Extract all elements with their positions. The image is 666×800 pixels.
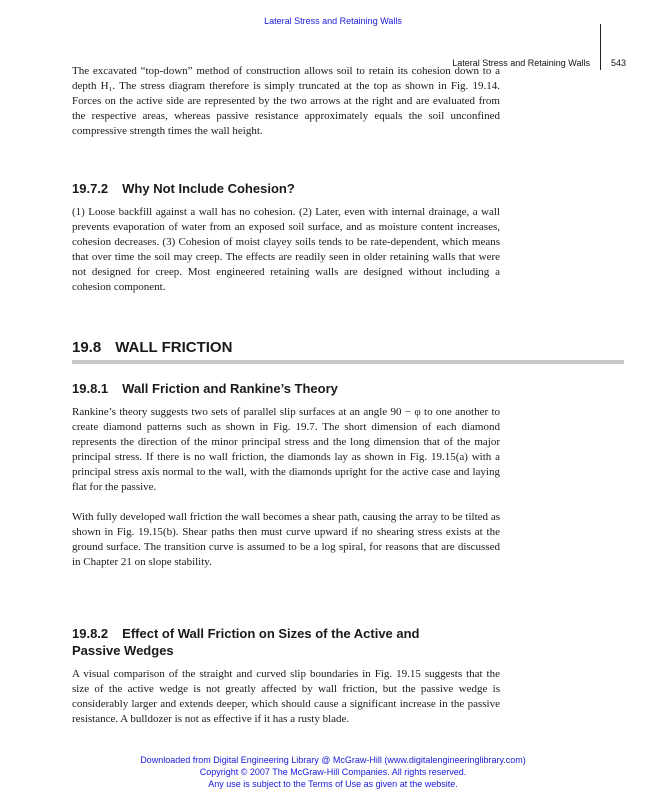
section-heading (72, 180, 500, 197)
section-title: Wall Friction and Rankine’s Theory (122, 381, 338, 396)
running-head-divider (600, 24, 601, 70)
running-head-title: Lateral Stress and Retaining Walls (452, 58, 590, 68)
section-19-7-2 (72, 180, 500, 295)
section-number: 19.7.2 (72, 181, 109, 196)
section-paragraph: A visual comparison of the straight and curved slip boundaries in Fig. 19.15 suggests that the size of the active wedge is not greatly affected by wall friction, but the passive wedge is considerably larger and extends deeper, which should cause a significant increase in the passive resistance. A bulldozer is not as effective if it has a rusty blade. (72, 668, 500, 725)
section-number: 19.8.1 (72, 381, 109, 396)
section-title: Why Not Include Cohesion? (122, 181, 295, 196)
footer-copyright-line: Copyright © 2007 The McGraw-Hill Companies. All rights reserved. (199, 767, 467, 777)
section-heading (72, 625, 500, 659)
section-title-line-1: Effect of Wall Friction on Sizes of the Active and (122, 626, 420, 641)
page-body (72, 64, 500, 139)
footer-download-line[interactable]: Downloaded from Digital Engineering Library @ McGraw-Hill (www.digitalengineeringlibrary.com) (140, 755, 526, 765)
section-paragraph: (1) Loose backfill against a wall has no cohesion. (2) Later, even with internal drainage, a wall prevents evaporation of water from an exposed soil surface, and as moisture content increases, cohesion decreases. (3) Cohesion of moist clayey soils tends to be rate-dependent, which means that over time the soil may creep. The effects are readily seen in older retaining walls that were not designed for creep. Most engineered retaining walls are designed without including a cohesion component. (72, 206, 500, 293)
section-19-8 (72, 338, 500, 357)
top-banner: Lateral Stress and Retaining Walls (264, 16, 402, 26)
page-number: 543 (610, 58, 626, 68)
section-heading (72, 380, 500, 397)
section-number: 19.8.2 (72, 626, 109, 641)
section-paragraph-1: Rankine’s theory suggests two sets of parallel slip surfaces at an angle 90 − φ to one another to create diamond patterns such as shown in Fig. 19.7. The short dimension of each diamond represents the direction of the minor principal stress and the long dimension that of the major principal stress. If there is no wall friction, the diamonds lay as shown in Fig. 19.15(a) with a principal stress axis normal to the wall, with the diamonds upright for the active case and laying flat for the passive. (72, 406, 500, 493)
section-number: 19.8 (72, 339, 102, 356)
chapter-section-heading (72, 338, 500, 357)
section-19-8-2 (72, 625, 500, 727)
footer (0, 754, 666, 790)
intro-paragraph: The excavated “top-down” method of construction allows soil to retain its cohesion down to a depth H₁. The stress diagram therefore is simply truncated at the top as shown in Fig. 19.14. Forces on the active side are represented by the two arrows at the right and are evaluated from the respective areas, whereas passive resistance approximately equals the soil unconfined compressive strength times the wall height. (72, 65, 500, 137)
section-19-8-1 (72, 380, 500, 570)
footer-terms-line[interactable]: Any use is subject to the Terms of Use as given at the website. (208, 779, 458, 789)
section-paragraph-2: With fully developed wall friction the wall becomes a shear path, causing the array to be tilted as shown in Fig. 19.15(b). Shear paths then must curve upward if no shearing stress exists at the ground surface. The transition curve is assumed to be a log spiral, for reasons that are discussed in Chapter 21 on slope stability. (72, 511, 500, 568)
section-rule (72, 360, 624, 364)
section-title-line-2: Passive Wedges (72, 643, 174, 658)
section-title: WALL FRICTION (115, 339, 233, 356)
